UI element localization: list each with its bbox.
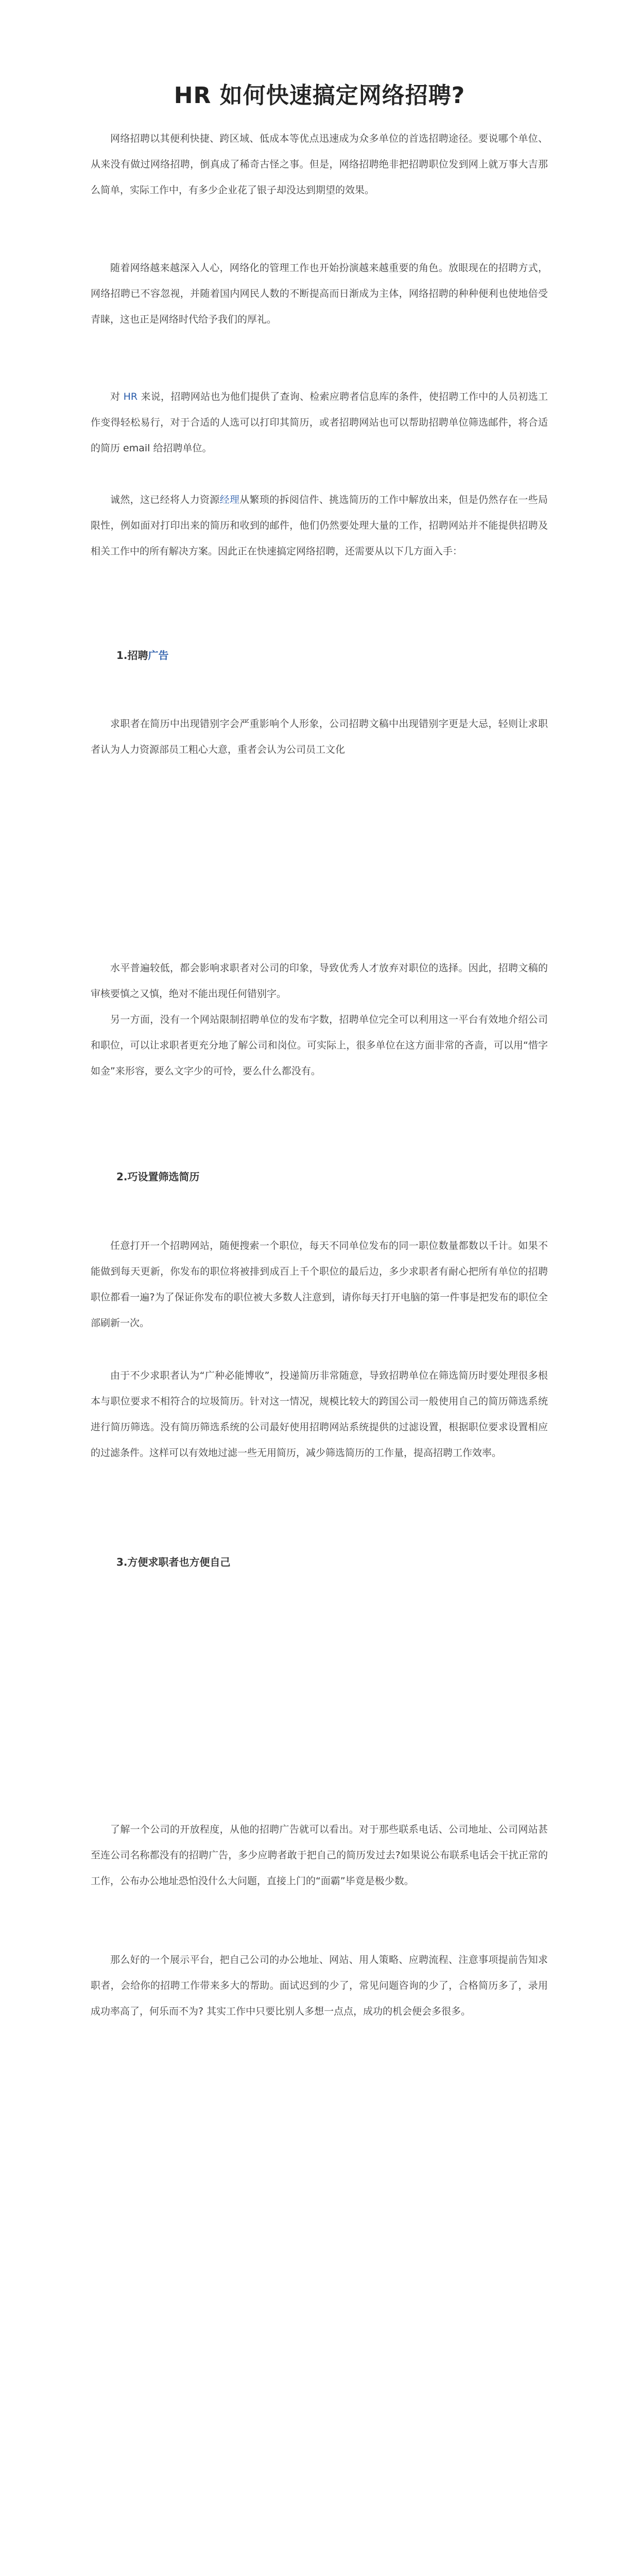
section-3-heading: 3.方便求职者也方便自己 [116,1556,231,1568]
manager-paragraph [91,487,548,564]
image-placeholder [91,773,548,943]
hr-link[interactable]: HR [123,391,138,402]
manager-paragraph-body: 从繁琐的拆阅信件、挑选简历的工作中解放出来，但是仍然存在一些局限性，例如面对打印出来的简历和收到的邮件，他们仍然要处理大量的工作，招聘网站并不能提供招聘及相关工作中的所有解决方案。因此正在快速搞定网络招聘，还需要从以下几方面入手： [91,494,548,557]
hr-paragraph [91,384,548,461]
manager-link[interactable]: 经理 [219,494,240,505]
section-2-paragraph-2: 由于不少求职者认为“广种必能博收”，投递简历非常随意，导致招聘单位在筛选简历时要处理很多根本与职位要求不相符合的垃圾简历。针对这一情况，规模比较大的跨国公司一般使用自己的简历筛选系统进行简历筛选。没有简历筛选系统的公司最好使用招聘网站系统提供的过滤设置，根据职位要求设置相应的过滤条件。这样可以有效地过滤一些无用简历，减少筛选简历的工作量，提高招聘工作效率。 [91,1370,548,1459]
section-2-heading: 2.巧设置筛选简历 [116,1171,200,1183]
hr-paragraph-body: 来说，招聘网站也为他们提供了查询、检索应聘者信息库的条件，使招聘工作中的人员初选工作变得轻松易行，对于合适的人选可以打印其简历，或者招聘网站也可以帮助招聘单位筛选邮件，将合适的简历 email 给招聘单位。 [91,391,548,454]
ad-link[interactable]: 广告 [148,649,169,662]
section-1-paragraph-1: 求职者在简历中出现错别字会严重影响个人形象，公司招聘文稿中出现错别字更是大忌，轻则让求职者认为人力资源部员工粗心大意，重者会认为公司员工文化 [91,718,548,755]
section-3-paragraph-1: 了解一个公司的开放程度，从他的招聘广告就可以看出。对于那些联系电话、公司地址、公司网站甚至连公司名称都没有的招聘广告，多少应聘者敢于把自己的简历发过去?如果说公布联系电话会干扰正常的工作，公布办公地址恐怕没什么大问题，直接上门的“面霸”毕竟是极少数。 [91,1824,548,1887]
intro-paragraph-1: 网络招聘以其便利快捷、跨区域、低成本等优点迅速成为众多单位的首选招聘途径。要说哪个单位、从来没有做过网络招聘，倒真成了稀奇古怪之事。但是，网络招聘绝非把招聘职位发到网上就万事大吉那么简单，实际工作中，有多少企业花了银子却没达到期望的效果。 [91,133,548,196]
intro-paragraph-2: 随着网络越来越深入人心，网络化的管理工作也开始扮演越来越重要的角色。放眼现在的招聘方式，网络招聘已不容忽视，并随着国内网民人数的不断提高而日渐成为主体，网络招聘的种种便利也使地倍受青睐，这也正是网络时代给予我们的厚礼。 [91,262,548,325]
section-3-paragraph-2: 那么好的一个展示平台，把自己公司的办公地址、网站、用人策略、应聘流程、注意事项提前告知求职者，会给你的招聘工作带来多大的帮助。面试迟到的少了，常见问题咨询的少了，合格简历多了，录用成功率高了，何乐而不为? 其实工作中只要比别人多想一点点，成功的机会便会多很多。 [91,1954,548,2017]
article-title: HR 如何快速搞定网络招聘? [174,82,465,109]
section-1-heading [116,645,169,666]
section-1-paragraph-2: 水平普遍较低，都会影响求职者对公司的印象，导致优秀人才放弃对职位的选择。因此，招聘文稿的审核要慎之又慎，绝对不能出现任何错别字。 [91,962,548,999]
image-placeholder [91,1587,548,1803]
section-1-heading-prefix: 1.招聘 [116,649,148,662]
section-1-paragraph-3: 另一方面，没有一个网站限制招聘单位的发布字数，招聘单位完全可以利用这一平台有效地介绍公司和职位，可以让求职者更充分地了解公司和岗位。可实际上，很多单位在这方面非常的吝啬，可以用“惜字如金”来形容，要么文字少的可怜，要么什么都没有。 [91,1014,548,1077]
hr-paragraph-lead: 对 [110,391,124,402]
section-2-paragraph-1: 任意打开一个招聘网站，随便搜索一个职位，每天不同单位发布的同一职位数量都数以千计。如果不能做到每天更新，你发布的职位将被排到成百上千个职位的最后边，多少求职者有耐心把所有单位的招聘职位都看一遍?为了保证你发布的职位被大多数人注意到，请你每天打开电脑的第一件事是把发布的职位全部刷新一次。 [91,1240,548,1329]
manager-paragraph-lead: 诚然，这已经将人力资源 [110,494,220,505]
